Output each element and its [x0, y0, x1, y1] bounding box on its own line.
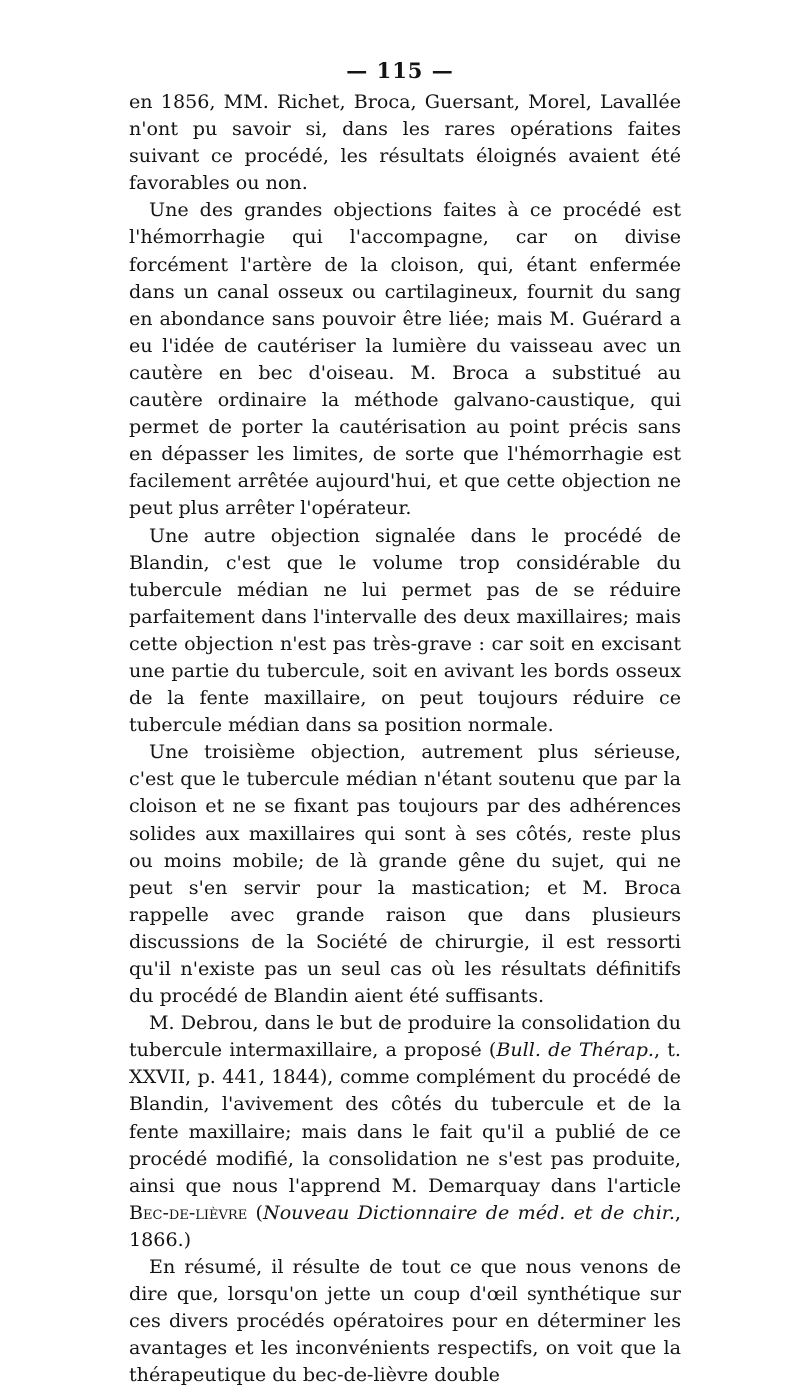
paragraph-4: Une troisième objection, autrement plus sérieuse, c'est que le tubercule médian n'étant soutenu que par la cloison et ne se fixant pas toujours par des adhérences solides aux maxillaires qui sont à ses côtés, reste plus ou moins mobile; de là grande gêne du sujet, qui ne peut s'en servir pour la mastication; et M. Broca rappelle avec grande raison que dans plusieurs discussions de la Société de chirurgie, il est ressorti qu'il n'existe pas un seul cas où les résultats définitifs du procédé de Blandin aient été suffisants.: [129, 740, 681, 1008]
paragraph-5-text-a: M. Debrou, dans le but de produire la consolidation du tubercule intermaxillaire, a proposé (: [129, 1011, 681, 1062]
paragraph-6: En résumé, il résulte de tout ce que nous venons de dire que, lorsqu'on jette un coup d'œil synthétique sur ces divers procédés opératoires pour en déterminer les avantages et les inconvénients respectifs, on voit que la thérapeutique du bec-de-lièvre double: [129, 1255, 681, 1387]
citation-bulletin-therapeutique: Bull. de Thérap.: [496, 1038, 654, 1062]
paragraph-5-text-c: (: [247, 1200, 263, 1224]
paragraph-3: Une autre objection signalée dans le procédé de Blandin, c'est que le volume trop considérable du tubercule médian ne lui permet pas de se réduire parfaitement dans l'intervalle des deux maxillaires; mais cette objection n'est pas très-grave : car soit en excisant une partie du tubercule, soit en avivant les bords osseux de la fente maxillaire, on peut toujours réduire ce tubercule médian dans sa position normale.: [129, 523, 681, 737]
paragraph-1: en 1856, MM. Richet, Broca, Guersant, Morel, Lavallée n'ont pu savoir si, dans les rares opérations faites suivant ce procédé, les résultats éloignés avaient été favorables ou non.: [129, 90, 681, 195]
paragraph-5-text-d: , 1866.): [129, 1200, 681, 1251]
body-text: [129, 88, 681, 1389]
page-number: — 115 —: [346, 58, 454, 83]
paragraph-5-text-b: , t. XXVII, p. 441, 1844), comme complément du procédé de Blandin, l'avivement des côtés du tubercule et de la fente maxillaire; mais dans le fait qu'il a publié de ce procédé modifié, la consolidation ne s'est pas produite, ainsi que nous l'apprend M. Demarquay dans l'article: [129, 1038, 681, 1197]
citation-nouveau-dictionnaire: Nouveau Dictionnaire de méd. et de chir.: [262, 1200, 675, 1224]
paragraph-5: [129, 1009, 681, 1253]
article-title-bec-de-lievre: Bec-de-lièvre: [129, 1200, 248, 1224]
paragraph-2: Une des grandes objections faites à ce procédé est l'hémorrhagie qui l'accompagne, car on divise forcément l'artère de la cloison, qui, étant enfermée dans un canal osseux ou cartilagineux, fournit du sang en abondance sans pouvoir être liée; mais M. Guérard a eu l'idée de cautériser la lumière du vaisseau avec un cautère en bec d'oiseau. M. Broca a substitué au cautère ordinaire la méthode galvano-caustique, qui permet de porter la cautérisation au point précis sans en dépasser les limites, de sorte que l'hémorrhagie est facilement arrêtée aujourd'hui, et que cette objection ne peut plus arrêter l'opérateur.: [129, 198, 681, 520]
